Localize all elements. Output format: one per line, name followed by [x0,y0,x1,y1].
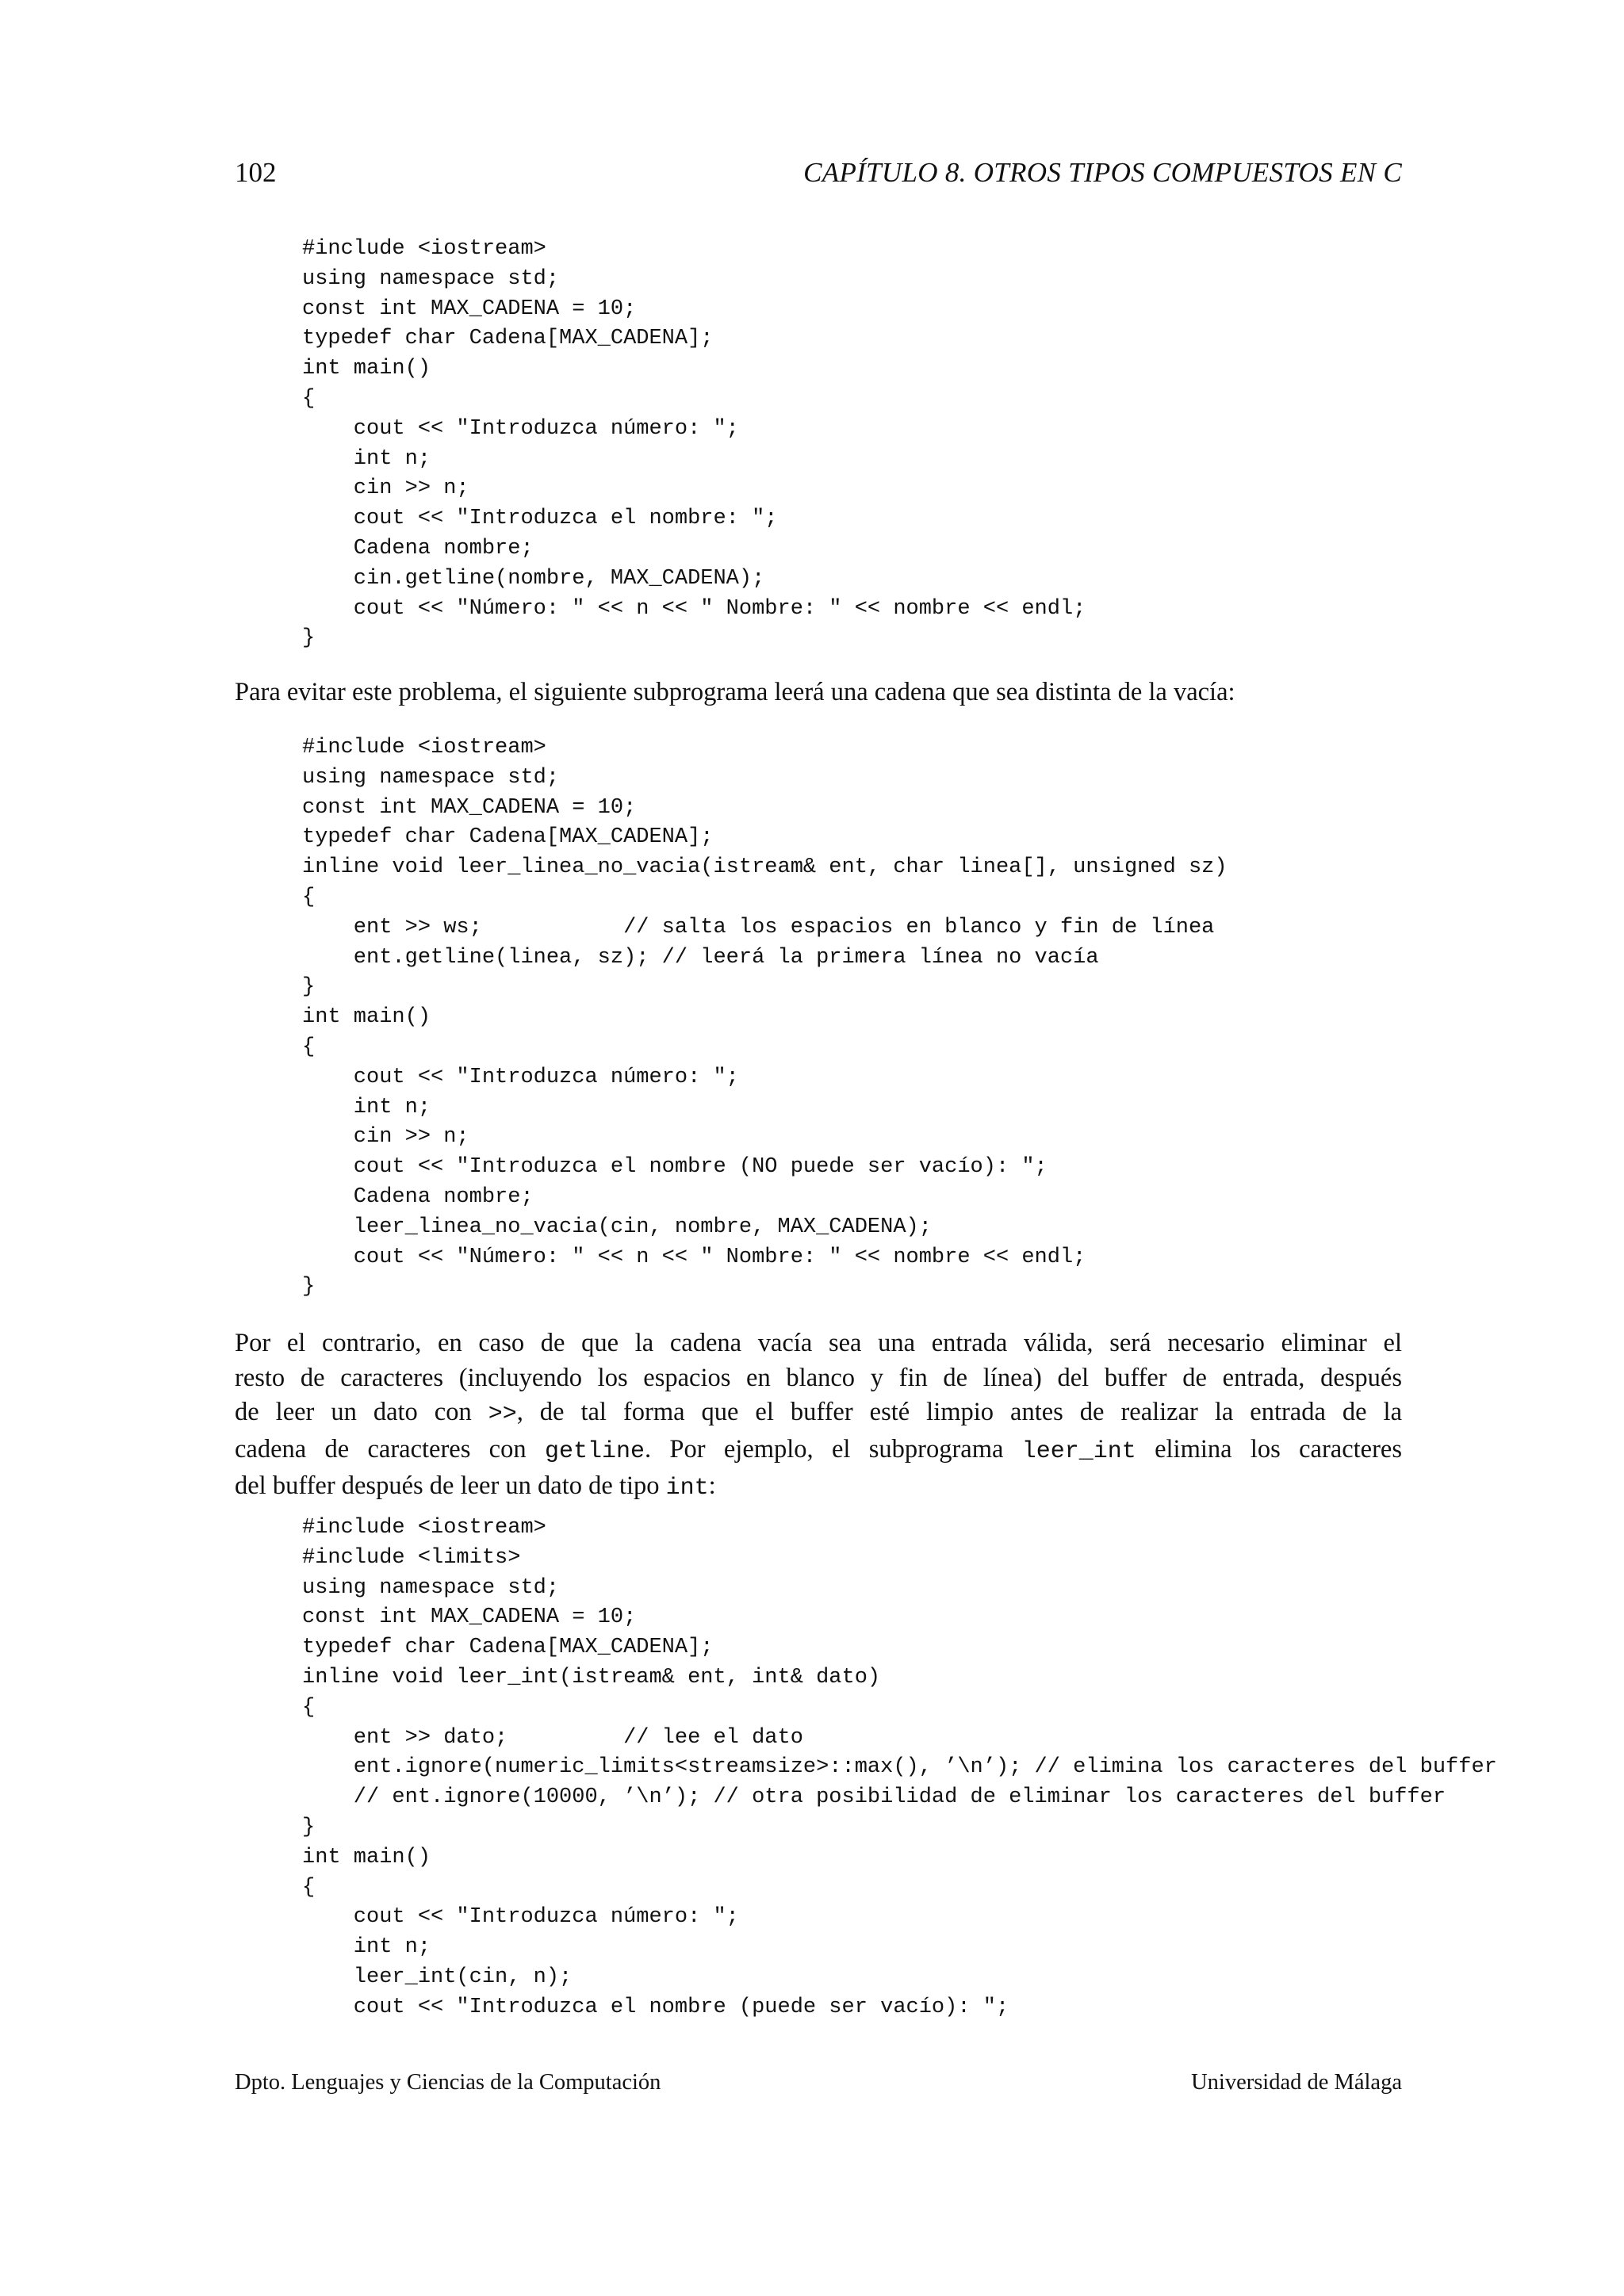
inline-code: >> [488,1401,517,1428]
paragraph-text: cadena de caracteres con [235,1434,545,1464]
code-line: const int MAX_CADENA = 10; [302,1605,637,1630]
code-line: cout << "Introduzca número: "; [302,416,739,441]
code-line: ent.ignore(numeric_limits<streamsize>::max(), ’\n’); // elimina los caracteres del buffer [302,1755,1497,1780]
code-line: int main() [302,1005,431,1030]
paragraph-text: : [708,1471,716,1500]
code-line: cout << "Número: " << n << " Nombre: " << nombre << endl; [302,596,1086,621]
code-line: using namespace std; [302,765,560,790]
code-line: cout << "Número: " << n << " Nombre: " << nombre << endl; [302,1245,1086,1269]
running-header-chapter-title: CAPÍTULO 8. OTROS TIPOS COMPUESTOS EN C [803,157,1402,188]
code-line: typedef char Cadena[MAX_CADENA]; [302,327,714,351]
code-line: } [302,975,316,1000]
code-line: int main() [302,357,431,381]
inline-code: int [665,1475,709,1502]
code-line: const int MAX_CADENA = 10; [302,795,637,820]
code-line: const int MAX_CADENA = 10; [302,297,637,321]
body-paragraph-1: Para evitar este problema, el siguiente subprograma leerá una cadena que sea distinta de la vacía: [235,678,1235,706]
code-line: leer_linea_no_vacia(cin, nombre, MAX_CADENA); [302,1215,932,1239]
code-line: typedef char Cadena[MAX_CADENA]; [302,1636,714,1660]
paragraph-text: , de tal forma que el buffer esté limpio antes de realizar la entrada de la [516,1398,1402,1426]
code-line: cout << "Introduzca el nombre (NO puede ser vacío): "; [302,1155,1048,1180]
paragraph-text: elimina los caracteres [1136,1434,1402,1464]
code-line: ent >> ws; // salta los espacios en blanco y fin de línea [302,915,1215,939]
code-line: cout << "Introduzca número: "; [302,1065,739,1089]
code-line: { [302,1695,316,1720]
code-line: } [302,626,316,651]
code-line: cin.getline(nombre, MAX_CADENA); [302,566,765,591]
code-line: Cadena nombre; [302,536,534,561]
paragraph-text: del buffer después de leer un dato de tipo [235,1471,666,1500]
code-block-2 [302,733,1228,1303]
inline-code: leer_int [1021,1437,1136,1465]
code-line: } [302,1815,316,1839]
paragraph-line: Por el contrario, en caso de que la cadena vacía sea una entrada válida, será necesario eliminar el [235,1329,1402,1357]
body-paragraph-2 [235,1326,1402,1506]
code-line: int n; [302,1095,431,1119]
code-line: cout << "Introduzca el nombre: "; [302,507,778,531]
code-line: Cadena nombre; [302,1184,534,1209]
paragraph-line [235,1395,1402,1433]
inline-code: getline [544,1437,645,1465]
code-line: int main() [302,1845,431,1869]
code-line: inline void leer_linea_no_vacia(istream& ent, char linea[], unsigned sz) [302,855,1228,880]
code-line: using namespace std; [302,266,560,291]
code-line: ent >> dato; // lee el dato [302,1725,803,1750]
paragraph-text: de leer un dato con [235,1398,488,1426]
code-line: cout << "Introduzca el nombre (puede ser vacío): "; [302,1995,1009,2019]
footer-university: Universidad de Málaga [1191,2070,1402,2095]
page-number: 102 [235,157,277,188]
code-line: ent.getline(linea, sz); // leerá la primera línea no vacía [302,945,1099,970]
code-line: { [302,386,316,411]
code-line: #include <iostream> [302,1516,546,1540]
code-line: { [302,885,316,909]
code-block-3 [302,1513,1497,2023]
footer-department: Dpto. Lenguajes y Ciencias de la Computación [235,2070,661,2095]
code-line: leer_int(cin, n); [302,1965,573,1989]
code-line: #include <iostream> [302,736,546,760]
code-line: } [302,1275,316,1299]
code-line: cin >> n; [302,1125,469,1150]
code-line: // ent.ignore(10000, ’\n’); // otra posibilidad de eliminar los caracteres del buffer [302,1785,1446,1810]
code-line: cin >> n; [302,476,469,501]
code-line: #include <iostream> [302,237,546,261]
code-block-1 [302,235,1086,654]
code-line: { [302,1035,316,1059]
paragraph-line [235,1469,1402,1506]
code-line: cout << "Introduzca número: "; [302,1905,739,1930]
code-line: typedef char Cadena[MAX_CADENA]; [302,825,714,850]
paragraph-line: resto de caracteres (incluyendo los espacios en blanco y fin de línea) del buffer de entrada, después [235,1363,1402,1392]
code-line: using namespace std; [302,1575,560,1600]
paragraph-text: . Por ejemplo, el subprograma [644,1434,1022,1464]
code-line: int n; [302,1935,431,1960]
code-line: inline void leer_int(istream& ent, int& dato) [302,1665,881,1689]
paragraph-line [235,1433,1402,1470]
code-line: #include <limits> [302,1545,521,1570]
code-line: int n; [302,446,431,471]
code-line: { [302,1875,316,1900]
